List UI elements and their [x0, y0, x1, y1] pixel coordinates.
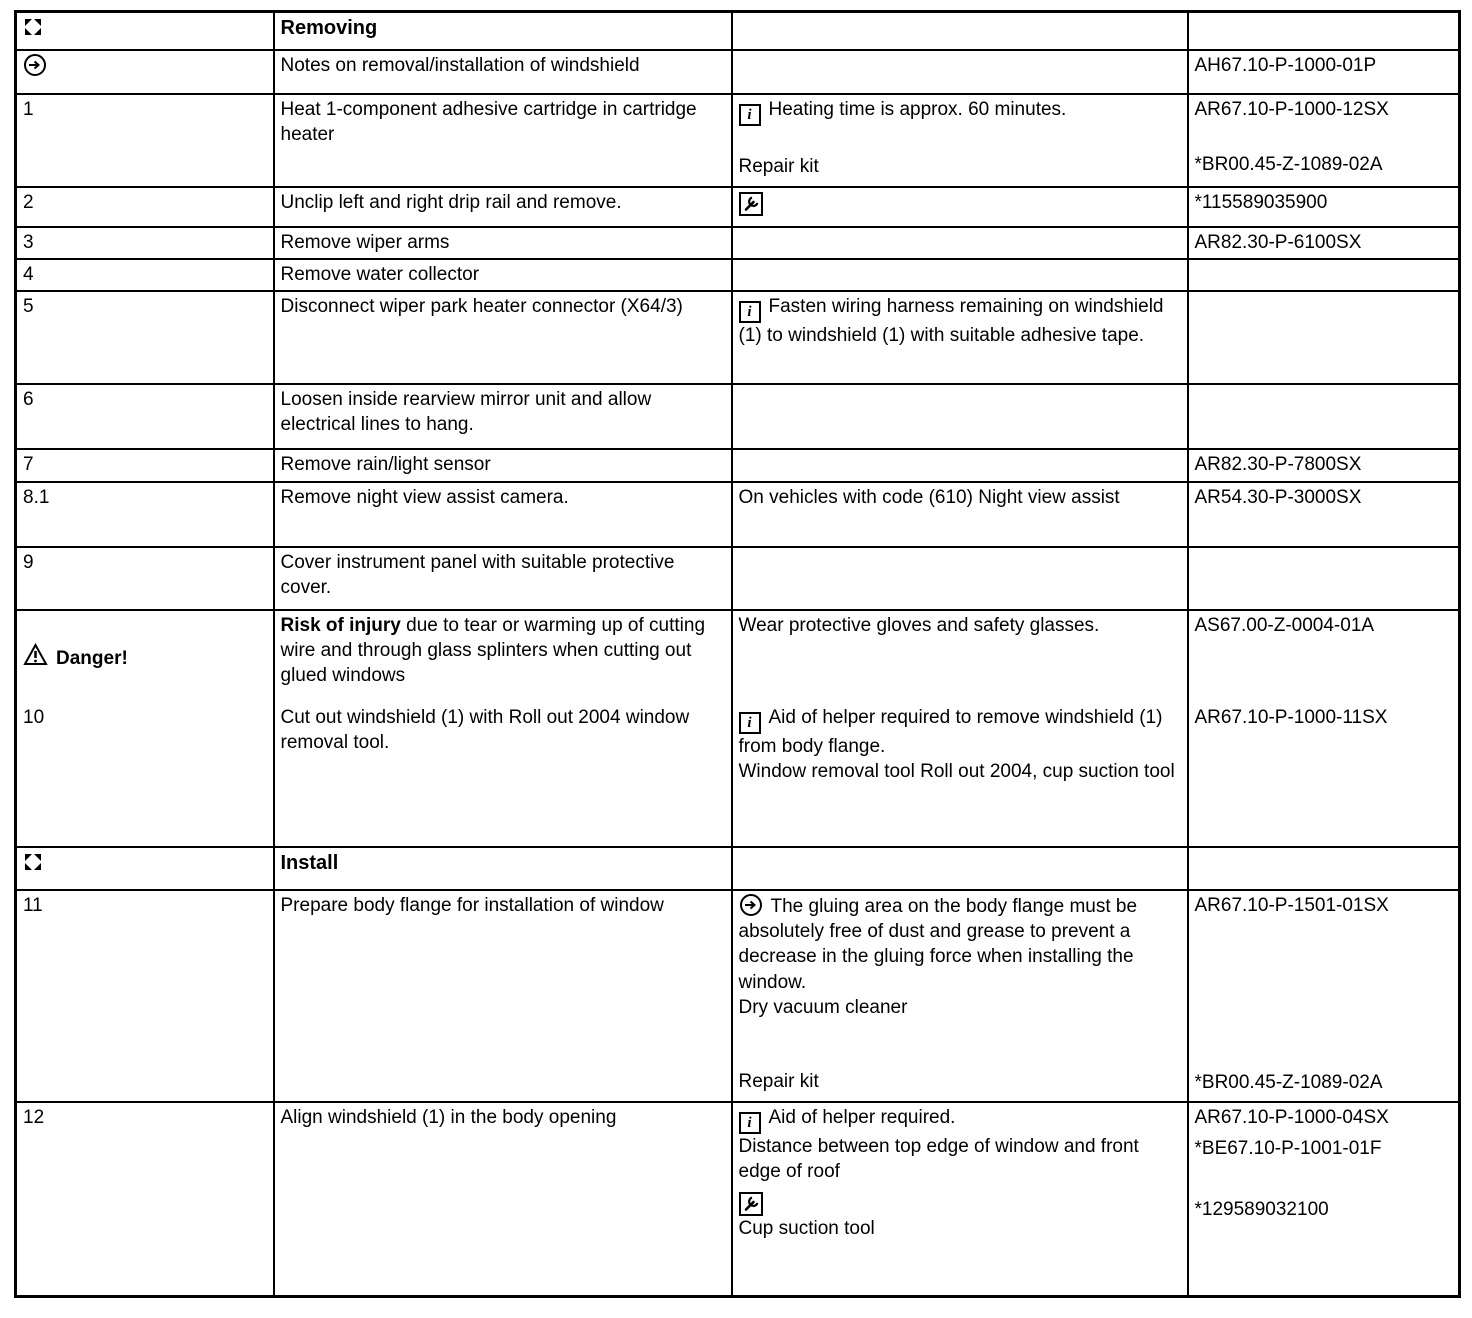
info-icon: i — [739, 712, 761, 734]
notes-cell: On vehicles with code (610) Night view assist — [732, 482, 1188, 547]
empty-cell — [732, 50, 1188, 94]
doc-number: *BR00.45-Z-1089-02A — [1194, 1071, 1383, 1093]
section-arrows-icon — [23, 17, 43, 44]
doc-number: AS67.00-Z-0004-01A — [1194, 614, 1375, 636]
doc-number: *BR00.45-Z-1089-02A — [1194, 153, 1383, 175]
empty-cell — [732, 847, 1188, 890]
risk-detail: due to tear or warming up of cutting wire and through glass splinters when cutting out glued windows — [280, 614, 706, 687]
note-icon-cell — [16, 50, 274, 94]
empty-cell — [732, 449, 1188, 482]
empty-cell — [732, 12, 1188, 50]
doc-cell — [1188, 94, 1460, 187]
procedure-table — [14, 10, 1461, 1298]
notes-cell — [732, 890, 1188, 1102]
danger-label: Danger! — [56, 647, 128, 669]
empty-cell — [1188, 259, 1460, 291]
info-icon: i — [739, 1112, 761, 1134]
step-number: 12 — [16, 1102, 274, 1297]
procedure-text: Align windshield (1) in the body opening — [274, 1102, 732, 1297]
doc-number: AR82.30-P-7800SX — [1188, 449, 1460, 482]
step-number: 10 — [23, 706, 45, 728]
note-text: The gluing area on the body flange must be absolutely free of dust and grease to prevent a decrease in the gluing force when installing the window. — [738, 895, 1138, 993]
step-row-1 — [16, 94, 1460, 187]
step-row-5 — [16, 291, 1460, 384]
danger-triangle-icon — [23, 643, 48, 673]
doc-number: AR67.10-P-1000-12SX — [1194, 98, 1389, 120]
section-arrows-icon — [23, 852, 43, 879]
tool-text: Cup suction tool — [738, 1218, 875, 1240]
section-title: Install — [274, 847, 732, 890]
step-row-7 — [16, 449, 1460, 482]
procedure-text: Remove night view assist camera. — [274, 482, 732, 547]
danger-step-cell — [16, 610, 274, 847]
note-line — [739, 893, 1181, 996]
step-number: 1 — [16, 94, 274, 187]
tool-text: Repair kit — [738, 155, 819, 177]
step-number: 6 — [16, 384, 274, 449]
doc-cell — [1188, 1102, 1460, 1297]
step-row-8-1 — [16, 482, 1460, 547]
safety-note: Wear protective gloves and safety glasses. — [738, 614, 1100, 636]
section-row-removing — [16, 12, 1460, 50]
danger-step-row-10 — [16, 610, 1460, 847]
info-line — [739, 1105, 1181, 1134]
procedure-text: Unclip left and right drip rail and remove. — [274, 187, 732, 227]
section-title: Removing — [274, 12, 732, 50]
procedure-text: Remove water collector — [274, 259, 732, 291]
step-number: 8.1 — [16, 482, 274, 547]
empty-cell — [732, 547, 1188, 610]
info-text: Heating time is approx. 60 minutes. — [768, 98, 1067, 120]
tool-text: Repair kit — [738, 1070, 819, 1092]
info-icon: i — [739, 104, 761, 126]
step-number: 3 — [16, 227, 274, 259]
empty-cell — [732, 259, 1188, 291]
danger-header — [23, 613, 267, 705]
note-pointer-icon — [739, 893, 763, 917]
step-number: 7 — [16, 449, 274, 482]
step-row-6 — [16, 384, 1460, 449]
section-icon-cell — [16, 847, 274, 890]
step-row-9 — [16, 547, 1460, 610]
empty-cell — [1188, 12, 1460, 50]
procedure-text: Heat 1-component adhesive cartridge in cartridge heater — [274, 94, 732, 187]
doc-number: AH67.10-P-1000-01P — [1188, 50, 1460, 94]
procedure-text: Remove rain/light sensor — [274, 449, 732, 482]
step-number: 5 — [16, 291, 274, 384]
step-number: 4 — [16, 259, 274, 291]
special-tool-icon — [739, 1192, 763, 1216]
notes-cell — [732, 94, 1188, 187]
info-text: Aid of helper required to remove windshield (1) from body flange. — [738, 706, 1163, 757]
doc-number: AR67.10-P-1000-11SX — [1194, 706, 1388, 728]
step-row-11 — [16, 890, 1460, 1102]
note-text: Distance between top edge of window and front edge of roof — [738, 1135, 1139, 1182]
tool-icon-line — [739, 1190, 1181, 1216]
doc-cell — [1188, 610, 1460, 847]
procedure-text: Notes on removal/installation of windshield — [274, 50, 732, 94]
step-row-3 — [16, 227, 1460, 259]
doc-number: AR54.30-P-3000SX — [1188, 482, 1460, 547]
step-number: 11 — [16, 890, 274, 1102]
empty-cell — [1188, 291, 1460, 384]
info-text: Aid of helper required. — [768, 1106, 956, 1128]
doc-number: AR67.10-P-1000-04SX — [1194, 1106, 1389, 1128]
step-row-4 — [16, 259, 1460, 291]
empty-cell — [1188, 547, 1460, 610]
procedure-text: Cover instrument panel with suitable protective cover. — [274, 547, 732, 610]
procedure-cell — [274, 610, 732, 847]
info-line — [739, 97, 1181, 126]
doc-number: *115589035900 — [1188, 187, 1460, 227]
tool-text: Window removal tool Roll out 2004, cup suction tool — [738, 761, 1175, 782]
doc-number: AR82.30-P-6100SX — [1188, 227, 1460, 259]
tool-text: Dry vacuum cleaner — [738, 997, 908, 1019]
notes-cell — [732, 291, 1188, 384]
special-tool-icon — [739, 192, 763, 216]
notes-cell — [732, 610, 1188, 847]
step-number: 9 — [16, 547, 274, 610]
empty-cell — [732, 227, 1188, 259]
empty-cell — [732, 384, 1188, 449]
risk-title: Risk of injury — [280, 614, 401, 636]
info-text: Fasten wiring harness remaining on windshield (1) to windshield (1) with suitable adhesive tape. — [738, 295, 1164, 346]
notes-row — [16, 50, 1460, 94]
procedure-text: Disconnect wiper park heater connector (X64/3) — [274, 291, 732, 384]
doc-number: AR67.10-P-1501-01SX — [1194, 894, 1389, 916]
section-row-install — [16, 847, 1460, 890]
info-icon: i — [739, 301, 761, 323]
risk-text — [281, 613, 725, 705]
notes-cell — [732, 187, 1188, 227]
section-icon-cell — [16, 12, 274, 50]
step-row-12 — [16, 1102, 1460, 1297]
procedure-text: Remove wiper arms — [274, 227, 732, 259]
empty-cell — [1188, 384, 1460, 449]
doc-number: *BE67.10-P-1001-01F — [1194, 1137, 1382, 1159]
note-pointer-icon — [23, 53, 47, 77]
doc-cell — [1188, 890, 1460, 1102]
info-line — [739, 705, 1181, 760]
procedure-text: Cut out windshield (1) with Roll out 2004 window removal tool. — [280, 706, 690, 753]
doc-number: *129589032100 — [1194, 1199, 1329, 1221]
step-row-2 — [16, 187, 1460, 227]
procedure-text: Loosen inside rearview mirror unit and allow electrical lines to hang. — [274, 384, 732, 449]
notes-cell — [732, 1102, 1188, 1297]
step-number: 2 — [16, 187, 274, 227]
procedure-text: Prepare body flange for installation of window — [274, 890, 732, 1102]
empty-cell — [1188, 847, 1460, 890]
